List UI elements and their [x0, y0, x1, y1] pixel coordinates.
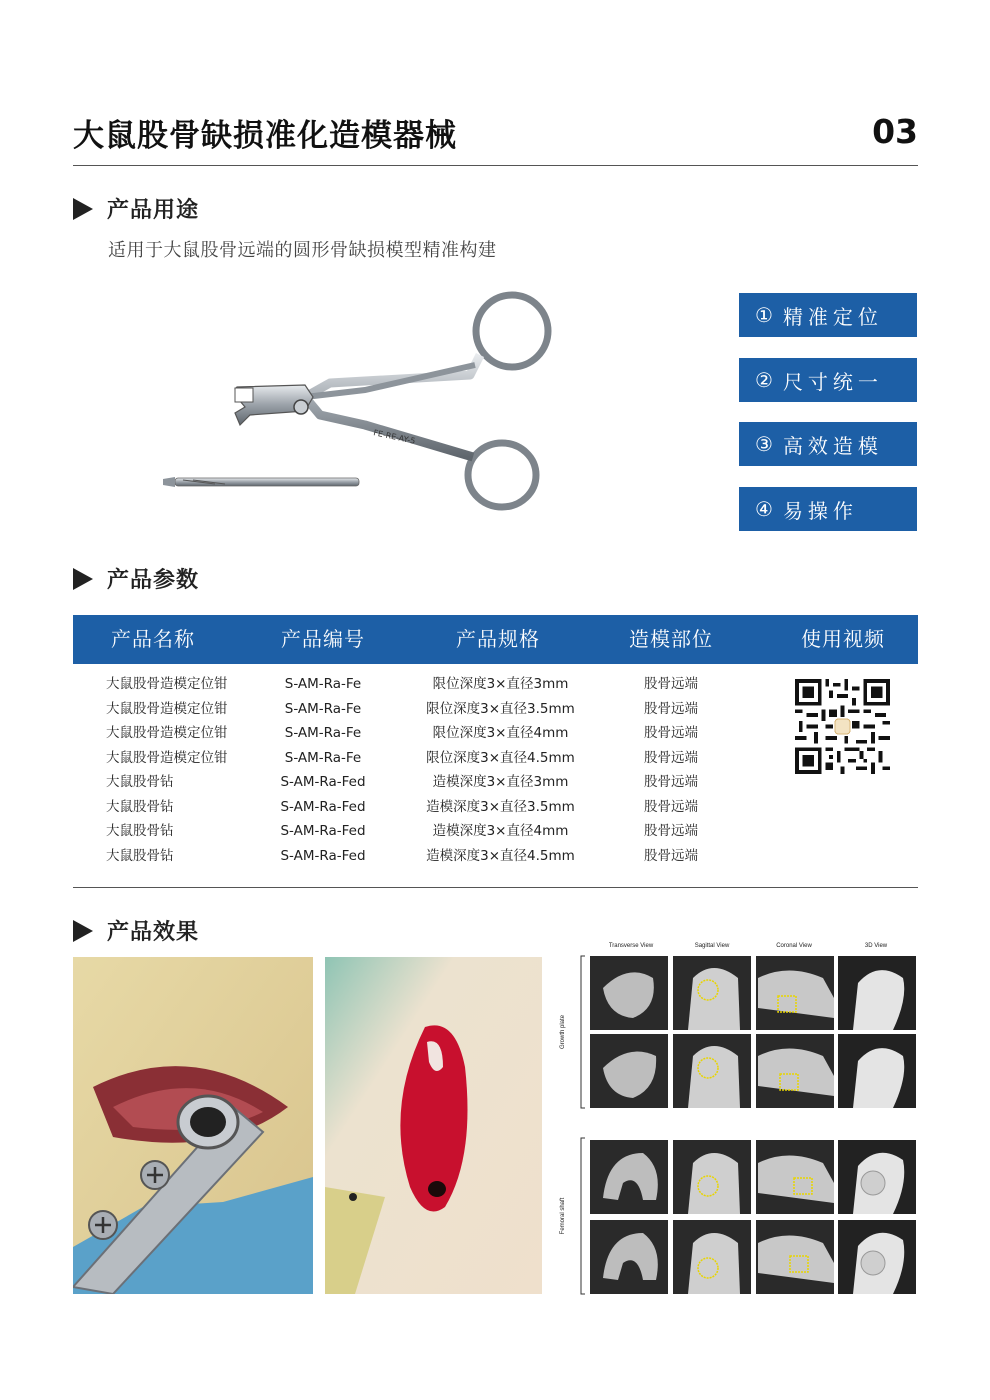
column-header-video: 使用视频: [801, 627, 885, 651]
triangle-bullet-icon: [73, 568, 93, 590]
column-header-spec: 产品规格: [456, 627, 540, 651]
feature-label: 易操作: [782, 498, 858, 523]
ct-column-sagittal: Sagittal View: [694, 943, 730, 949]
column-header-name: 产品名称: [111, 627, 195, 651]
table-row: 大鼠股骨造模定位钳 S-AM-Ra-Fe 限位深度3×直径3.5mm 股骨远端: [106, 700, 698, 717]
page-header: [73, 104, 918, 166]
usage-section-heading: [73, 193, 199, 224]
ct-column-3d: 3D View: [864, 943, 888, 949]
feature-badge-1: ① 精准定位: [739, 293, 917, 337]
column-header-code: 产品编号: [281, 627, 365, 651]
params-table-header: [73, 615, 918, 664]
table-row: 大鼠股骨造模定位钳 S-AM-Ra-Fe 限位深度3×直径4mm 股骨远端: [106, 725, 698, 741]
tool-engraving: FE-RE-AY-5: [372, 428, 417, 446]
feature-badge-4: ④ 易操作: [739, 487, 917, 531]
feature-label: 精准定位: [782, 304, 883, 329]
params-section-heading: [73, 563, 199, 594]
ct-row-2: [590, 1034, 916, 1108]
instrument-image: [155, 285, 575, 520]
surgery-photo-plate: [73, 957, 313, 1294]
usage-heading: 产品用途: [107, 198, 200, 223]
table-row: 大鼠股骨钻 S-AM-Ra-Fed 造模深度3×直径3.5mm 股骨远端: [106, 798, 698, 815]
table-row: 大鼠股骨钻 S-AM-Ra-Fed 造模深度3×直径4mm 股骨远端: [106, 823, 698, 839]
section-divider: [73, 887, 918, 888]
feature-badge-3: ③ 高效造模: [739, 422, 917, 466]
page-title: 大鼠股骨缺损准化造模器械: [73, 118, 457, 154]
ct-column-coronal: Coronal View: [776, 943, 812, 949]
table-row: 大鼠股骨造模定位钳 S-AM-Ra-Fe 限位深度3×直径4.5mm 股骨远端: [106, 749, 698, 766]
ct-group-growth-plate: Growth plate: [560, 1014, 566, 1050]
triangle-bullet-icon: [73, 920, 93, 942]
table-row: 大鼠股骨造模定位钳 S-AM-Ra-Fe 限位深度3×直径3mm 股骨远端: [106, 676, 698, 692]
table-row: 大鼠股骨钻 S-AM-Ra-Fed 造模深度3×直径3mm 股骨远端: [106, 774, 698, 790]
results-section-heading: [73, 915, 199, 946]
table-row: 大鼠股骨钻 S-AM-Ra-Fed 造模深度3×直径4.5mm 股骨远端: [106, 847, 698, 864]
positioning-forceps-icon: [235, 295, 548, 507]
column-header-part: 造模部位: [629, 627, 713, 651]
usage-description: 适用于大鼠股骨远端的圆形骨缺损模型精准构建: [108, 240, 497, 261]
feature-label: 尺寸统一: [782, 369, 883, 394]
feature-label: 高效造模: [782, 433, 883, 458]
video-qr-code-icon[interactable]: [795, 679, 890, 774]
micro-ct-figure: [548, 938, 918, 1298]
ct-row-1: [590, 956, 916, 1030]
femoral-drill-icon: [163, 477, 359, 487]
page-number: 03: [872, 112, 918, 151]
ct-row-3: [590, 1140, 916, 1214]
ct-row-4: [590, 1220, 916, 1294]
ct-group-femoral-shaft: Femoral shaft: [560, 1197, 566, 1235]
surgery-photo-defect: [325, 957, 542, 1294]
results-heading: 产品效果: [107, 920, 200, 945]
params-heading: 产品参数: [107, 568, 200, 593]
feature-badge-2: ② 尺寸统一: [739, 358, 917, 402]
triangle-bullet-icon: [73, 198, 93, 220]
ct-column-transverse: Transverse View: [608, 943, 654, 949]
